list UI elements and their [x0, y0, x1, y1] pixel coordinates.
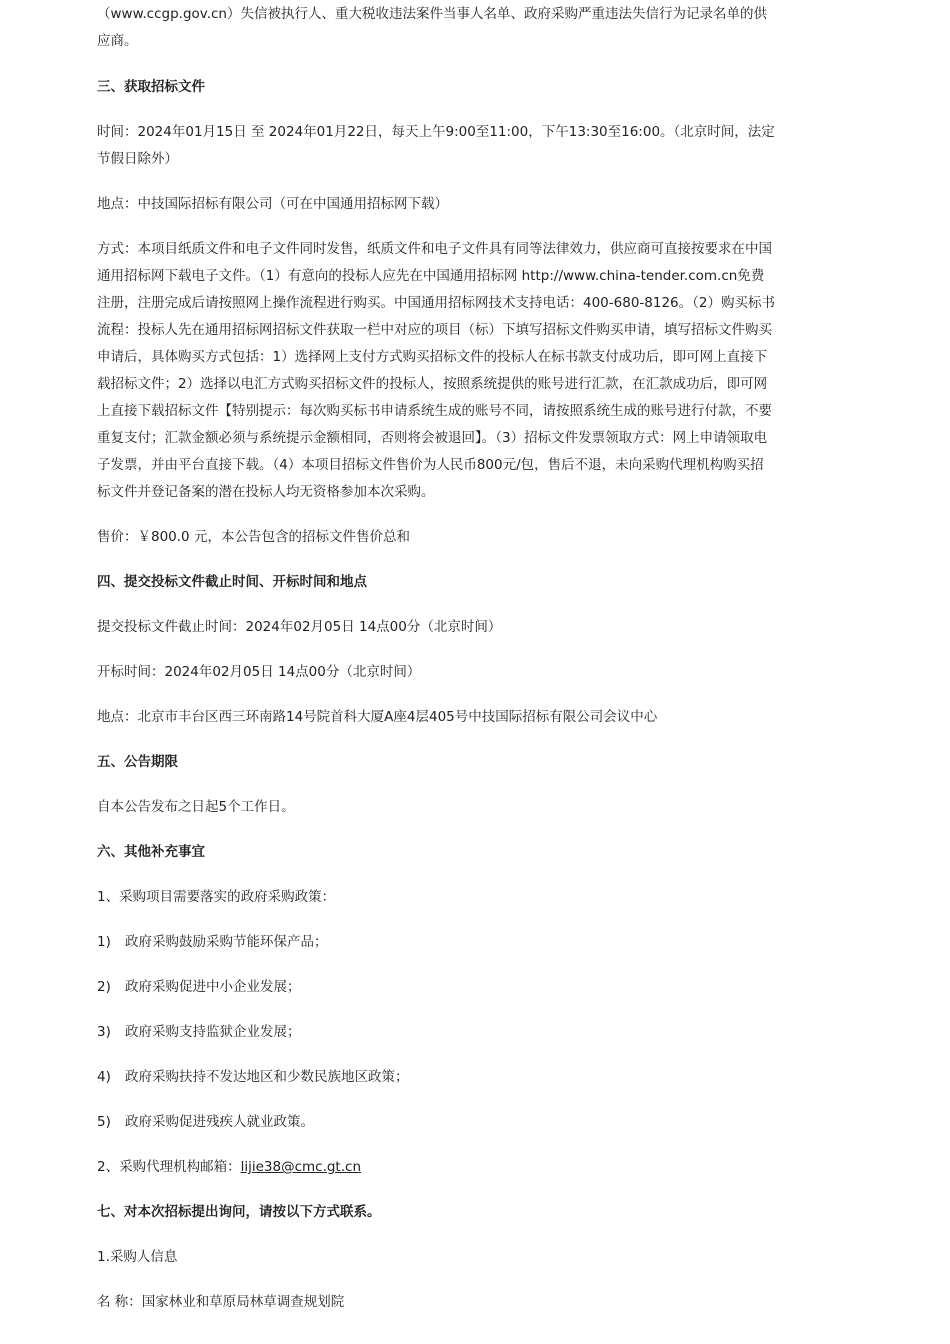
section3-place: 地点：中技国际招标有限公司（可在中国通用招标网下载） [97, 196, 448, 212]
agency-email-line [97, 1154, 777, 1181]
buyer-info-heading: 1.采购人信息 [97, 1249, 178, 1265]
section3-method: 方式：本项目纸质文件和电子文件同时发售，纸质文件和电子文件具有同等法律效力，供应商可直接按要求在中国通用招标网下载电子文件。（1）有意向的投标人应先在中国通用招标网 http://www.china-tender.com.cn免费注册，注册完成后请按照网上操作流程进行购买。中国通用招标网技术支持电话：400-680-8126。（2）购买标书流程：投标人先在通用招标网招标文件获取一栏中对应的项目（标）下填写招标文件购买申请，填写招标文件购买申请后，具体购买方式包括：1）选择网上支付方式购买招标文件的投标人在标书款支付成功后，即可网上直接下载招标文件；2）选择以电汇方式购买招标文件的投标人，按照系统提供的账号进行汇款，在汇款成功后，即可网上直接下载招标文件【特别提示：每次购买标书申请系统生成的账号不同，请按照系统生成的账号进行付款，不要重复支付；汇款金额必须与系统提示金额相同，否则将会被退回】。（3）招标文件发票领取方式：网上申请领取电子发票，并由平台直接下载。（4）本项目招标文件售价为人民币800元/包，售后不退，未向采购代理机构购买招标文件并登记备案的潜在投标人均无资格参加本次采购。 [97, 241, 775, 500]
policy-item [97, 974, 777, 1001]
section4-deadline: 提交投标文件截止时间：2024年02月05日 14点00分（北京时间） [97, 619, 502, 635]
section4-opening: 开标时间：2024年02月05日 14点00分（北京时间） [97, 664, 421, 680]
policy-item [97, 1109, 777, 1136]
policy-item [97, 1064, 777, 1091]
section3-time: 时间：2024年01月15日 至 2024年01月22日，每天上午9:00至11:00，下午13:30至16:00。（北京时间，法定节假日除外） [97, 124, 775, 167]
policy-item-number: 4) [97, 1069, 111, 1085]
section3-heading: 三、获取招标文件 [97, 79, 205, 95]
section5-heading: 五、公告期限 [97, 754, 178, 770]
policy-item-text: 政府采购促进中小企业发展； [125, 979, 301, 995]
section7-heading: 七、对本次招标提出询问，请按以下方式联系。 [97, 1204, 381, 1220]
section3-price: 售价：￥800.0 元，本公告包含的招标文件售价总和 [97, 529, 410, 545]
agency-email-label: 2、采购代理机构邮箱： [97, 1159, 241, 1175]
section6-heading: 六、其他补充事宜 [97, 844, 205, 860]
policy-item [97, 929, 777, 956]
policy-item-text: 政府采购扶持不发达地区和少数民族地区政策； [125, 1069, 409, 1085]
agency-email-link[interactable]: lijie38@cmc.gt.cn [240, 1159, 361, 1175]
document-page [97, 0, 777, 1316]
policy-item-text: 政府采购促进残疾人就业政策。 [125, 1114, 314, 1130]
section6-policy-intro: 1、采购项目需要落实的政府采购政策： [97, 889, 336, 905]
policy-item-number: 1) [97, 934, 111, 950]
intro-paragraph-tail: （www.ccgp.gov.cn）失信被执行人、重大税收违法案件当事人名单、政府采购严重违法失信行为记录名单的供应商。 [97, 6, 767, 49]
policy-item-text: 政府采购支持监狱企业发展； [125, 1024, 301, 1040]
policy-item-number: 3) [97, 1024, 111, 1040]
section4-heading: 四、提交投标文件截止时间、开标时间和地点 [97, 574, 367, 590]
policy-item-text: 政府采购鼓励采购节能环保产品； [125, 934, 328, 950]
section5-text: 自本公告发布之日起5个工作日。 [97, 799, 295, 815]
policy-item [97, 1019, 777, 1046]
policy-item-number: 5) [97, 1114, 111, 1130]
section4-place: 地点：北京市丰台区西三环南路14号院首科大厦A座4层405号中技国际招标有限公司会议中心 [97, 709, 658, 725]
buyer-name: 名 称：国家林业和草原局林草调查规划院 [97, 1294, 345, 1310]
policy-item-number: 2) [97, 979, 111, 995]
